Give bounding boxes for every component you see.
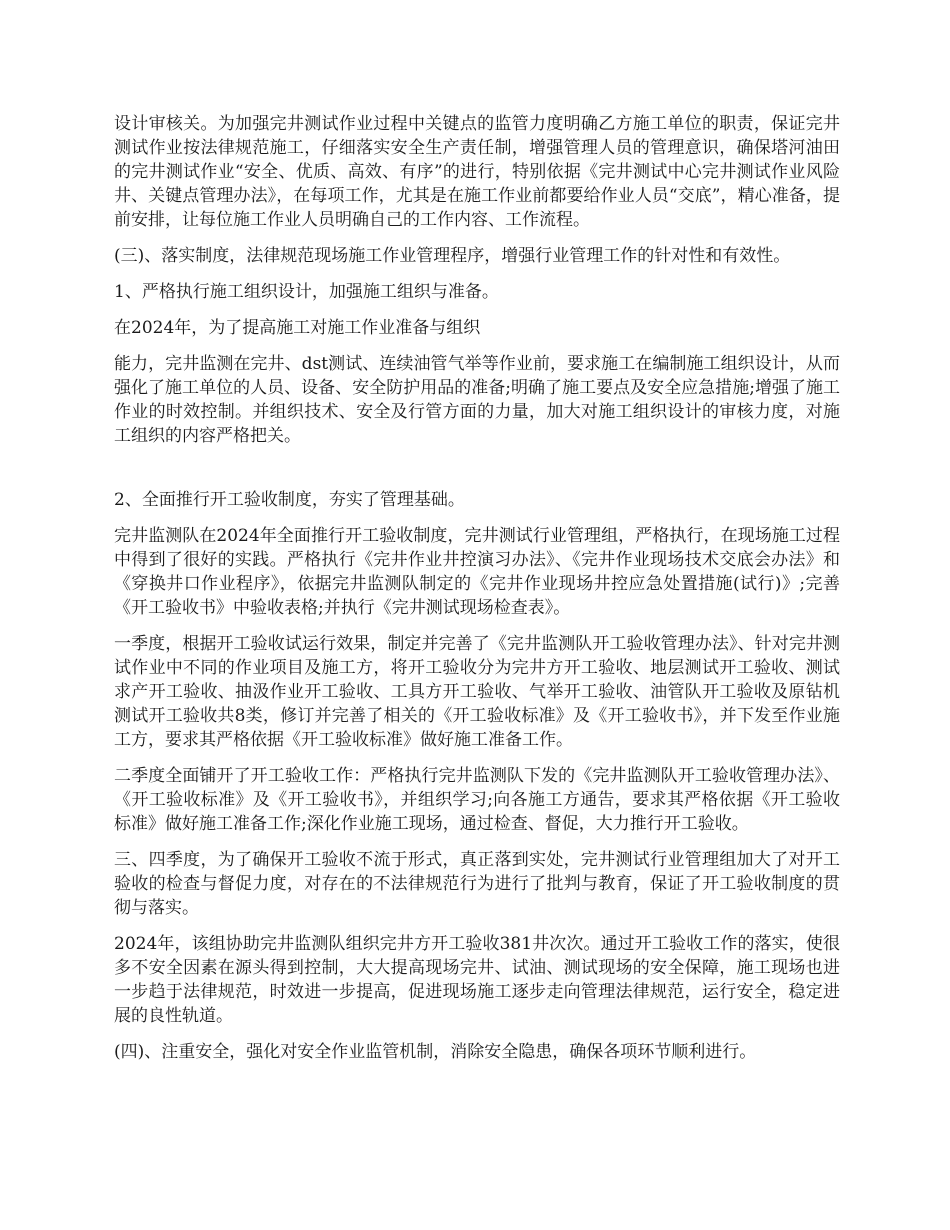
heading-section-4: (四)、注重安全，强化对安全作业监管机制，消除安全隐患，确保各项环节顺利进行。 [114,1042,757,1062]
heading-section-3: (三)、落实制度，法律规范现场施工作业管理程序，增强行业管理工作的针对性和有效性。 [114,246,791,266]
heading-item-1: 1、严格执行施工组织设计，加强施工组织与准备。 [114,282,499,302]
paragraph-acceptance-system: 完井监测队在2024年全面推行开工验收制度，完井测试行业管理组，严格执行，在现场施工过程中得到了很好的实践。严格执行《完井作业井控演习办法》、《完井作业现场技术交底会办法》和《穿换井口作业程序》，依据完井监测队制定的《完井作业现场井控应急处置措施(试行)》;完善《开工验收书》中验收表格;并执行《完井测试现场检查表》。 [114,526,840,618]
paragraph-2024-summary: 2024年，该组协助完井监测队组织完井方开工验收381井次次。通过开工验收工作的落实，使很多不安全因素在源头得到控制，大大提高现场完井、试油、测试现场的安全保障，施工现场也进一步趋于法律规范，时效进一步提高，促进现场施工逐步走向管理法律规范，运行安全，稳定进展的良性轨道。 [114,934,840,1026]
paragraph-design-review: 设计审核关。为加强完井测试作业过程中关键点的监管力度明确乙方施工单位的职责，保证完井测试作业按法律规范施工，仔细落实安全生产责任制，增强管理人员的管理意识，确保塔河油田的完井测试作业“安全、优质、高效、有序”的进行，特别依据《完井测试中心完井测试作业风险井、关键点管理办法》，在每项工作，尤其是在施工作业前都要给作业人员“交底”，精心准备，提前安排，让每位施工作业人员明确自己的工作内容、工作流程。 [114,114,840,230]
paragraph-capability: 能力，完井监测在完井、dst测试、连续油管气举等作业前，要求施工在编制施工组织设计，从而强化了施工单位的人员、设备、安全防护用品的准备;明确了施工要点及安全应急措施;增强了施工作业的时效控制。并组织技术、安全及行管方面的力量，加大对施工组织设计的审核力度，对施工组织的内容严格把关。 [114,354,841,446]
paragraph-2024-intro: 在2024年，为了提高施工对施工作业准备与组织 [114,318,481,338]
paragraph-q2: 二季度全面铺开了开工验收工作：严格执行完井监测队下发的《完井监测队开工验收管理办法》、《开工验收标准》及《开工验收书》，并组织学习;向各施工方通告，要求其严格依据《开工验收标准》做好施工准备工作;深化作业施工现场，通过检查、督促，大力推行开工验收。 [114,766,840,834]
paragraph-q3-q4: 三、四季度，为了确保开工验收不流于形式，真正落到实处，完井测试行业管理组加大了对开工验收的检查与督促力度，对存在的不法律规范行为进行了批判与教育，保证了开工验收制度的贯彻与落实。 [114,850,840,918]
paragraph-q1: 一季度，根据开工验收试运行效果，制定并完善了《完井监测队开工验收管理办法》、针对完井测试作业中不同的作业项目及施工方，将开工验收分为完井方开工验收、地层测试开工验收、测试求产开工验收、抽汲作业开工验收、工具方开工验收、气举开工验收、油管队开工验收及原钻机测试开工验收共8类，修订并完善了相关的《开工验收标准》及《开工验收书》，并下发至作业施工方，要求其严格依据《开工验收标准》做好施工准备工作。 [114,634,840,750]
document-body [114,112,840,1076]
heading-item-2: 2、全面推行开工验收制度，夯实了管理基础。 [114,490,465,510]
